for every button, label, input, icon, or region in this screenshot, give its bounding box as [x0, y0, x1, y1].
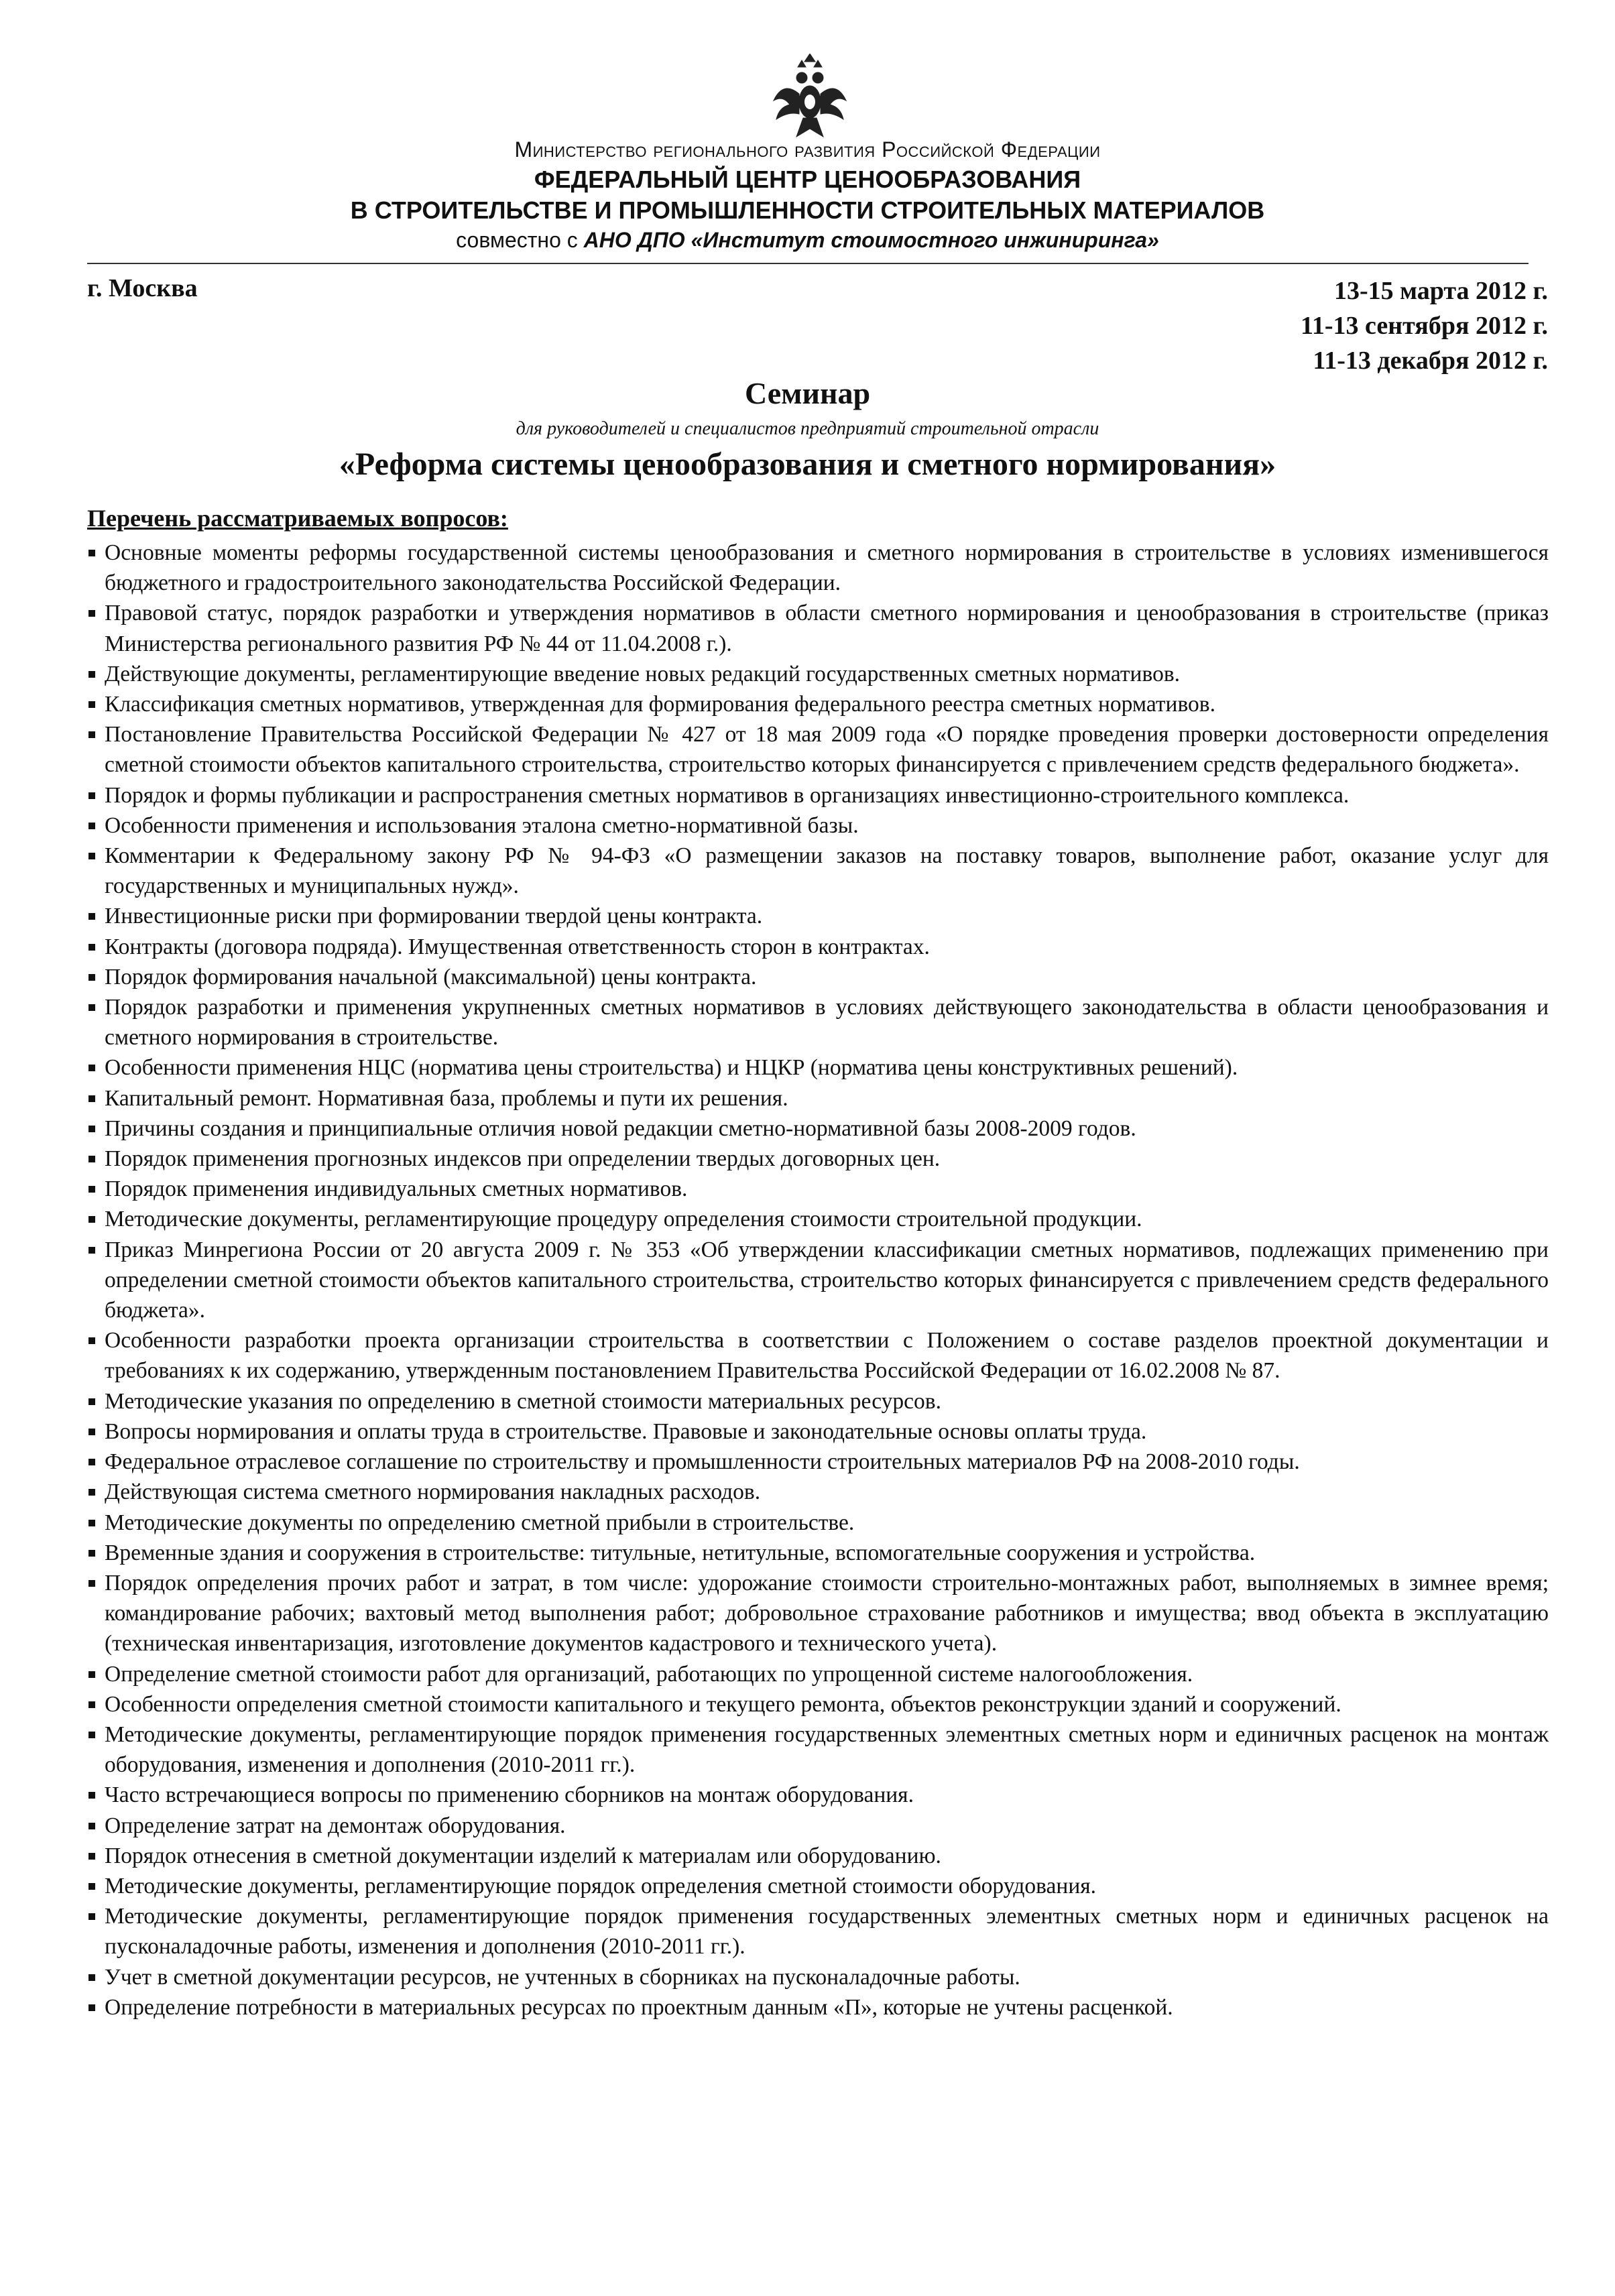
center-name-line1: ФЕДЕРАЛЬНЫЙ ЦЕНТР ЦЕНООБРАЗОВАНИЯ: [534, 166, 1081, 193]
city: г. Москва: [87, 274, 198, 302]
list-item: Классификация сметных нормативов, утвержденная для формирования федерального реестра сметных нормативов.: [87, 689, 1549, 719]
list-item: Основные моменты реформы государственной системы ценообразования и сметного нормирования в строительстве в условиях изменившегося бюджетного и градостроительного законодательства Российской Федерации.: [87, 538, 1549, 598]
list-item: Порядок разработки и применения укрупненных сметных нормативов в условиях действующего законодательства в области ценообразования и сметного нормирования в строительстве.: [87, 992, 1549, 1052]
list-item: Действующие документы, регламентирующие введение новых редакций государственных сметных нормативов.: [87, 659, 1549, 689]
list-item: Порядок формирования начальной (максимальной) цены контракта.: [87, 962, 1549, 992]
list-item: Методические документы, регламентирующие порядок применения государственных элементных сметных норм и единичных расценок на пусконаладочные работы, изменения и дополнения (2010-2011 гг.).: [87, 1901, 1549, 1961]
list-item: Порядок и формы публикации и распространения сметных нормативов в организациях инвестиционно-строительного комплекса.: [87, 780, 1549, 810]
ministry-name: Министерство регионального развития Российской Федерации: [514, 137, 1101, 162]
list-item: Особенности применения НЦС (норматива цены строительства) и НЦКР (норматива цены конструктивных решений).: [87, 1052, 1549, 1083]
questions-list: [87, 538, 1549, 2022]
list-item: Порядок применения прогнозных индексов при определении твердых договорных цен.: [87, 1144, 1549, 1174]
list-item: Комментарии к Федеральному закону РФ № 94-ФЗ «О размещении заказов на поставку товаров, выполнение работ, оказание услуг для государственных и муниципальных нужд».: [87, 841, 1549, 901]
joint-organizer: [0, 228, 1615, 253]
seminar-label: Семинар: [744, 376, 871, 410]
list-item: Капитальный ремонт. Нормативная база, проблемы и пути их решения.: [87, 1083, 1549, 1113]
list-item: Определение потребности в материальных ресурсах по проектным данным «П», которые не учтены расценкой.: [87, 1992, 1549, 2022]
list-item: Приказ Минрегиона России от 20 августа 2009 г. № 353 «Об утверждении классификации сметных нормативов, подлежащих применению при определении сметной стоимости объектов капитального строительства, строительство которых финансируется с привлечением средств федерального бюджета».: [87, 1235, 1549, 1326]
date-1: 13-15 марта 2012 г.: [1333, 277, 1548, 305]
list-item: Федеральное отраслевое соглашение по строительству и промышленности строительных материалов РФ на 2008-2010 годы.: [87, 1447, 1549, 1477]
list-item: Действующая система сметного нормирования накладных расходов.: [87, 1477, 1549, 1507]
list-item: Вопросы нормирования и оплаты труда в строительстве. Правовые и законодательные основы оплаты труда.: [87, 1416, 1549, 1447]
list-item: Особенности определения сметной стоимости капитального и текущего ремонта, объектов реконструкции зданий и сооружений.: [87, 1689, 1549, 1719]
date-2: 11-13 сентября 2012 г.: [1300, 312, 1548, 340]
list-item: Часто встречающиеся вопросы по применению сборников на монтаж оборудования.: [87, 1780, 1549, 1810]
list-item: Определение затрат на демонтаж оборудования.: [87, 1811, 1549, 1841]
list-item: Учет в сметной документации ресурсов, не учтенных в сборниках на пусконаладочные работы.: [87, 1962, 1549, 1992]
list-item: Методические документы, регламентирующие процедуру определения стоимости строительной продукции.: [87, 1204, 1549, 1234]
joint-prefix: совместно с: [456, 228, 578, 252]
seminar-topic: «Реформа системы ценообразования и сметного нормирования»: [339, 446, 1276, 482]
event-dates: [1301, 274, 1548, 378]
list-item: Особенности разработки проекта организации строительства в соответствии с Положением о составе разделов проектной документации и требованиях к их содержанию, утвержденным постановлением Правительства Российской Федерации от 16.02.2008 № 87.: [87, 1325, 1549, 1386]
list-item: Методические документы по определению сметной прибыли в строительстве.: [87, 1508, 1549, 1538]
list-item: Методические указания по определению в сметной стоимости материальных ресурсов.: [87, 1386, 1549, 1416]
list-item: Временные здания и сооружения в строительстве: титульные, нетитульные, вспомогательные сооружения и устройства.: [87, 1538, 1549, 1568]
list-item: Контракты (договора подряда). Имущественная ответственность сторон в контрактах.: [87, 932, 1549, 962]
joint-org: АНО ДПО «Институт стоимостного инжиниринга»: [583, 228, 1159, 252]
list-item: Порядок определения прочих работ и затрат, в том числе: удорожание стоимости строительно-монтажных работ, выполняемых в зимнее время; командирование рабочих; вахтовый метод выполнения работ; добровольное страхование работников и имущества; ввод объекта в эксплуатацию (техническая инвентаризация, изготовление документов кадастрового и технического учета).: [87, 1568, 1549, 1659]
list-item: Методические документы, регламентирующие порядок определения сметной стоимости оборудования.: [87, 1871, 1549, 1901]
list-item: Постановление Правительства Российской Федерации № 427 от 18 мая 2009 года «О порядке проведения проверки достоверности определения сметной стоимости объектов капитального строительства, строительство которых финансируется с привлечением средств федерального бюджета».: [87, 719, 1549, 780]
date-3: 11-13 декабря 2012 г.: [1313, 347, 1548, 375]
list-item: Порядок применения индивидуальных сметных нормативов.: [87, 1174, 1549, 1204]
questions-list-title: Перечень рассматриваемых вопросов:: [87, 505, 508, 532]
list-item: Определение сметной стоимости работ для организаций, работающих по упрощенной системе налогообложения.: [87, 1659, 1549, 1689]
seminar-audience: для руководителей и специалистов предприятий строительной отрасли: [516, 418, 1099, 439]
list-item: Правовой статус, порядок разработки и утверждения нормативов в области сметного нормирования и ценообразования в строительстве (приказ Министерства регионального развития РФ № 44 от 11.04.2008 г.).: [87, 598, 1549, 658]
header-divider: [87, 263, 1529, 264]
list-item: Особенности применения и использования эталона сметно-нормативной базы.: [87, 810, 1549, 841]
coat-of-arms-emblem: [770, 54, 850, 141]
list-item: Инвестиционные риски при формировании твердой цены контракта.: [87, 901, 1549, 931]
list-item: Причины создания и принципиальные отличия новой редакции сметно-нормативной базы 2008-2009 годов.: [87, 1113, 1549, 1144]
list-item: Методические документы, регламентирующие порядок применения государственных элементных сметных норм и единичных расценок на монтаж оборудования, изменения и дополнения (2010-2011 гг.).: [87, 1719, 1549, 1780]
center-name-line2: В СТРОИТЕЛЬСТВЕ И ПРОМЫШЛЕННОСТИ СТРОИТЕЛЬНЫХ МАТЕРИАЛОВ: [350, 196, 1265, 224]
list-item: Порядок отнесения в сметной документации изделий к материалам или оборудованию.: [87, 1841, 1549, 1871]
